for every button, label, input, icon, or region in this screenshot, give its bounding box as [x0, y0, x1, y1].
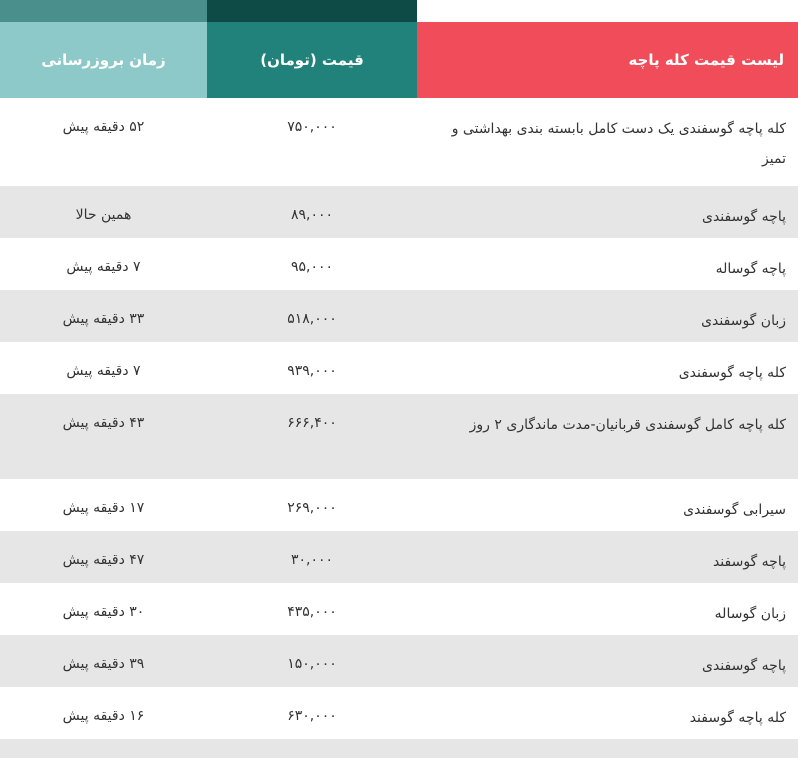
cell-name: کله پاچه گوسفندی یک دست کامل بابسته بندی بهداشتی و تمیز: [451, 121, 786, 167]
cell-price: ۲۶۹,۰۰۰: [287, 500, 337, 516]
table-header: [0, 22, 798, 98]
cell-updated: ۴۳ دقیقه پیش: [62, 415, 145, 431]
cell-name: پاچه گوسفند: [712, 554, 786, 570]
cell-name: کله پاچه گوسفند: [689, 710, 786, 726]
table-row: [0, 635, 798, 687]
cell-price: ۵۱۸,۰۰۰: [287, 311, 337, 327]
header-price: قیمت (تومان): [207, 22, 417, 98]
cell-price: ۴۳۵,۰۰۰: [287, 604, 337, 620]
cell-updated: ۷ دقیقه پیش: [66, 259, 141, 275]
table-row: [0, 583, 798, 635]
table-row: [0, 687, 798, 739]
cell-updated: ۳۳ دقیقه پیش: [62, 311, 145, 327]
cell-updated: ۵۲ دقیقه پیش: [62, 119, 145, 135]
cell-name: پاچه گوسفندی: [701, 209, 786, 225]
cell-price: ۶۶۶,۴۰۰: [287, 415, 337, 431]
top-band-segment: [207, 0, 417, 22]
cell-price: ۱۵۰,۰۰۰: [287, 656, 337, 672]
table-row: [0, 98, 798, 186]
cell-price: ۸۹,۰۰۰: [290, 207, 334, 223]
cell-price: ۳۰,۰۰۰: [290, 552, 334, 568]
cell-price: ۹۳۹,۰۰۰: [287, 363, 337, 379]
table-row: [0, 290, 798, 342]
table-row-partial: [0, 739, 798, 758]
cell-name: پاچه گوسفندی: [701, 658, 786, 674]
cell-price: ۷۵۰,۰۰۰: [287, 119, 337, 135]
cell-updated: ۱۶ دقیقه پیش: [62, 708, 145, 724]
table-row: [0, 479, 798, 531]
cell-updated: ۳۰ دقیقه پیش: [62, 604, 145, 620]
cell-name: کله پاچه گوسفندی: [678, 365, 786, 381]
cell-name: زبان گوسفندی: [701, 313, 786, 329]
cell-name: کله پاچه کامل گوسفندی قربانیان-مدت ماندگاری ۲ روز: [469, 417, 786, 433]
table-top-band: [0, 0, 798, 22]
table-row: [0, 531, 798, 583]
cell-price: ۹۵,۰۰۰: [290, 259, 334, 275]
table-row: [0, 238, 798, 290]
header-name: لیست قیمت کله پاچه: [417, 22, 798, 98]
table-row: [0, 394, 798, 479]
cell-updated: همین حالا: [75, 207, 132, 223]
cell-name: زبان گوساله: [714, 606, 786, 622]
cell-name: سیرابی گوسفندی: [683, 502, 786, 518]
header-updated: زمان بروزرسانی: [0, 22, 207, 98]
table-row: [0, 186, 798, 238]
table-body: [0, 98, 798, 758]
cell-updated: ۱۷ دقیقه پیش: [62, 500, 145, 516]
cell-updated: ۷ دقیقه پیش: [66, 363, 141, 379]
cell-updated: ۳۹ دقیقه پیش: [62, 656, 145, 672]
top-band-segment: [0, 0, 207, 22]
cell-name: پاچه گوساله: [715, 261, 786, 277]
top-band-segment: [417, 0, 798, 22]
cell-price: ۶۳۰,۰۰۰: [287, 708, 337, 724]
cell-updated: ۴۷ دقیقه پیش: [62, 552, 145, 568]
table-row: [0, 342, 798, 394]
